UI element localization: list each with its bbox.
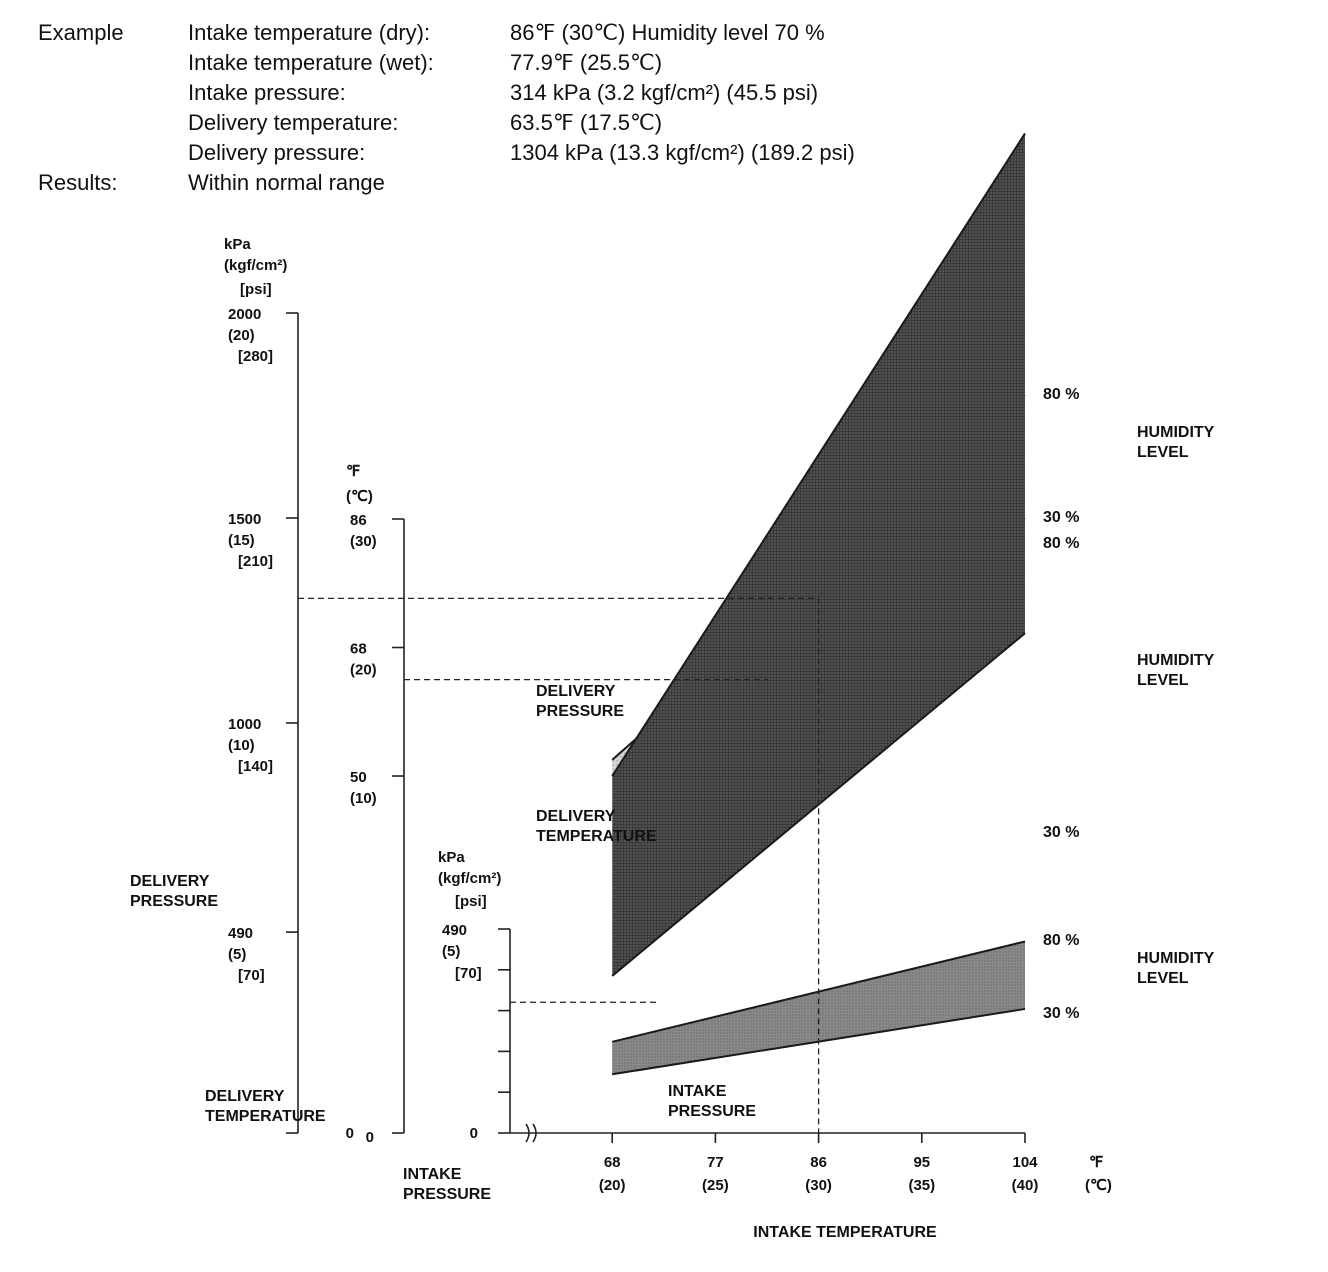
x-axis-unit-f: ℉ [1089,1154,1104,1171]
delivery-pressure-tick-label: 2000 [228,306,262,323]
delivery_temperature-humidity-group-label: LEVEL [1137,672,1189,689]
delivery-pressure-axis-title: DELIVERY [130,873,210,890]
intake_pressure-humidity-group-label: LEVEL [1137,970,1189,987]
delivery-temperature-tick-label: 50 [350,769,367,787]
intake-pressure-axis-title: PRESSURE [403,1186,492,1203]
intake-pressure-unit-kgf: (kgf/cm²) [438,870,502,887]
intake_pressure-band-label: PRESSURE [668,1103,757,1120]
intake_pressure-band-label: INTAKE [668,1083,727,1100]
example-value: 1304 kPa (13.3 kgf/cm²) (189.2 psi) [510,140,855,165]
example-label: Delivery temperature: [188,110,399,135]
intake-pressure-axis-title: INTAKE [403,1166,462,1183]
delivery-pressure-unit-kgf: (kgf/cm²) [224,257,288,274]
example-value: 77.9℉ (25.5℃) [510,50,663,75]
delivery-temperature-tick-label: 86 [350,512,367,529]
delivery-temperature-unit-f: ℉ [346,463,361,480]
delivery_pressure-band-label: PRESSURE [536,703,625,720]
delivery_temperature-humidity-group-label: HUMIDITY [1137,652,1215,669]
intake_pressure-humidity-group-label: HUMIDITY [1137,950,1215,967]
delivery-temperature-tick-label: (30) [350,533,377,550]
delivery-temperature-tick-label: 68 [350,640,367,658]
delivery_temperature-band-label: DELIVERY [536,808,616,825]
example-value: 314 kPa (3.2 kgf/cm²) (45.5 psi) [510,80,819,105]
x-axis-tick-label-f: 95 [913,1154,931,1171]
example-label: Intake pressure: [188,80,346,105]
delivery_temperature-humidity-30-label: 30 % [1043,824,1080,841]
delivery_pressure-humidity-group-label: HUMIDITY [1137,424,1215,441]
delivery-temperature-unit-c: (℃) [346,488,373,505]
delivery_temperature-humidity-80-label: 80 % [1043,535,1080,552]
results-label: Results: [38,170,118,195]
intake_pressure-humidity-80-label: 80 % [1043,932,1080,949]
example-label: Intake temperature (dry): [188,20,431,45]
example-value: 86℉ (30℃) Humidity level 70 % [510,20,825,45]
x-axis-tick-label-f: 77 [707,1154,724,1171]
x-axis-tick-label-f: 104 [1012,1154,1038,1171]
delivery-temperature-axis-title: TEMPERATURE [205,1108,326,1125]
delivery_pressure-humidity-30-label: 30 % [1043,509,1080,526]
delivery-pressure-tick-label: [140] [238,758,274,775]
delivery-pressure-axis-title: PRESSURE [130,893,219,910]
example-label: Delivery pressure: [188,140,366,165]
x-axis-tick-label-c: (35) [908,1177,936,1194]
results-value: Within normal range [188,170,385,195]
x-axis-title: INTAKE TEMPERATURE [753,1224,937,1241]
delivery-pressure-tick-label: (10) [228,737,255,754]
example-label: Intake temperature (wet): [188,50,434,75]
delivery_pressure-humidity-80-label: 80 % [1043,386,1080,403]
delivery-pressure-tick-label: [210] [238,553,274,570]
intake_pressure-humidity-30-label: 30 % [1043,1005,1080,1022]
delivery-pressure-tick-label: 1500 [228,511,262,528]
example-value: 63.5℉ (17.5℃) [510,110,663,135]
delivery-pressure-tick-label: [280] [238,348,274,365]
intake-pressure-tick-label: 0 [469,1125,478,1142]
delivery-pressure-tick-label: [70] [238,967,265,985]
delivery-pressure-unit-psi: [psi] [240,281,272,298]
delivery-pressure-zero-label: 0 [365,1129,374,1146]
delivery-pressure-tick-label: (20) [228,327,255,344]
delivery_pressure-humidity-group-label: LEVEL [1137,444,1189,461]
delivery-pressure-tick-label: 490 [228,925,254,943]
x-axis-tick-label-c: (40) [1011,1177,1039,1194]
x-axis-tick-label-c: (30) [805,1177,832,1194]
delivery_temperature-band-label: TEMPERATURE [536,828,657,845]
delivery-temperature-axis-title: DELIVERY [205,1088,285,1105]
x-axis-tick-label-c: (25) [702,1177,729,1194]
delivery-pressure-tick-label: (5) [228,946,247,964]
x-axis-tick-label-f: 68 [603,1154,621,1171]
intake-pressure-tick-label: [70] [455,964,482,982]
x-axis-tick-label-f: 86 [810,1154,827,1171]
intake-pressure-tick-label: 490 [442,922,468,939]
delivery-temperature-tick-label: (10) [350,790,377,808]
intake-pressure-unit-psi: [psi] [455,893,487,910]
delivery_pressure-band-label: DELIVERY [536,683,616,700]
intake-pressure-tick-label: (5) [442,943,461,960]
delivery-temperature-tick-label: (20) [350,661,377,679]
x-axis-unit-c: (℃) [1085,1177,1112,1194]
example-heading: Example [38,20,124,45]
delivery-pressure-tick-label: 1000 [228,716,262,733]
delivery-pressure-tick-label: 0 [345,1125,354,1142]
x-axis-tick-label-c: (20) [598,1177,626,1194]
delivery-pressure-tick-label: (15) [228,532,255,549]
delivery-pressure-unit-kpa: kPa [224,236,251,253]
intake-pressure-unit-kpa: kPa [438,849,465,866]
